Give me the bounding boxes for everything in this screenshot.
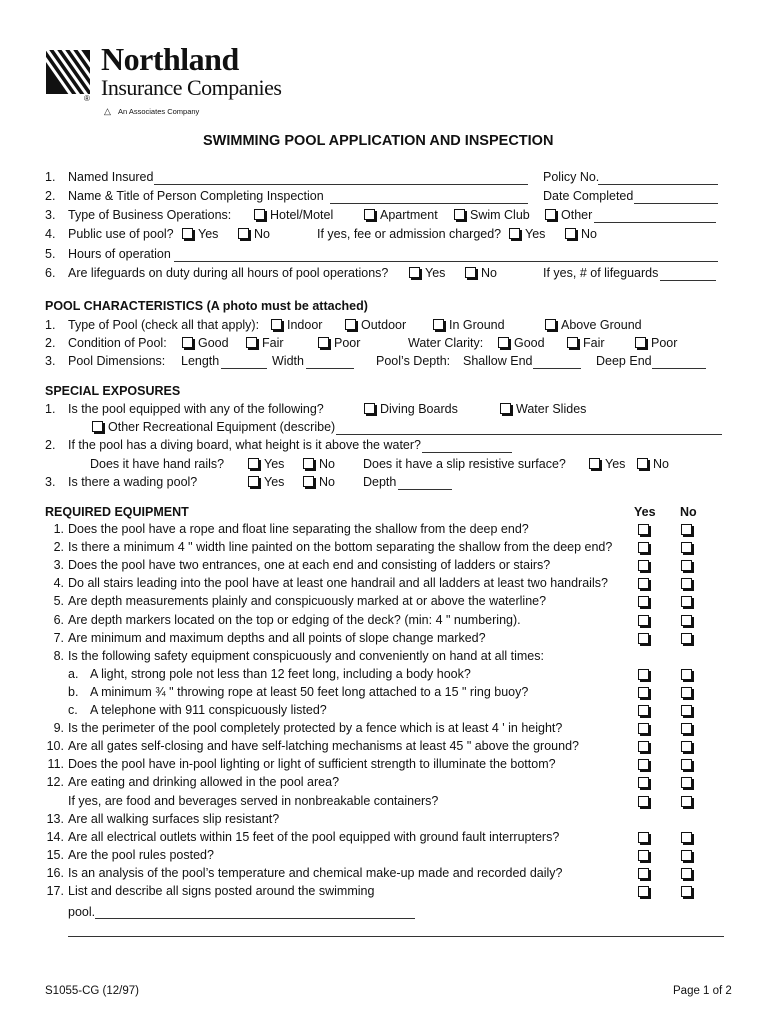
req-item-text: Is an analysis of the pool’s temperature and chemical make-up made and recorded daily? [68, 866, 563, 880]
dimensions-label: Pool Dimensions: [68, 354, 166, 368]
clarity-poor[interactable]: Poor [635, 336, 677, 350]
width-label: Width [272, 354, 304, 368]
q6-num: 6. [45, 266, 56, 280]
public-use-label: Public use of pool? [68, 227, 174, 241]
req-item-yes-checkbox[interactable] [638, 723, 649, 734]
lifeguard-count-field[interactable] [660, 280, 716, 281]
logo-subtitle: Insurance Companies [101, 75, 282, 100]
policy-no-field[interactable] [598, 184, 718, 185]
lifeguards-yes[interactable]: Yes [409, 266, 445, 280]
req-item-yes-checkbox[interactable] [638, 796, 649, 807]
req-item-num: 5. [53, 594, 64, 608]
lifeguards-label: Are lifeguards on duty during all hours of pool operations? [68, 266, 389, 280]
required-equipment-heading: REQUIRED EQUIPMENT [45, 505, 189, 519]
above-ground-checkbox[interactable]: Above Ground [545, 318, 642, 332]
page-title: SWIMMING POOL APPLICATION AND INSPECTION [203, 133, 554, 149]
width-field[interactable] [306, 368, 354, 369]
logo-name: Northland [101, 41, 239, 77]
date-completed-field[interactable] [634, 203, 718, 204]
req-item-num: 4. [53, 576, 64, 590]
slip-resistive-no[interactable]: No [637, 457, 669, 471]
deep-end-field[interactable] [652, 368, 706, 369]
page-number: Page 1 of 2 [673, 985, 732, 997]
req-item-yes-checkbox[interactable] [638, 868, 649, 879]
date-completed-label: Date Completed [543, 189, 634, 203]
wading-pool-no[interactable]: No [303, 475, 335, 489]
p2-num: 2. [45, 336, 56, 350]
outdoor-checkbox[interactable]: Outdoor [345, 318, 406, 332]
condition-poor[interactable]: Poor [318, 336, 360, 350]
req-item-num: 11. [47, 757, 64, 771]
wading-pool-yes[interactable]: Yes [248, 475, 284, 489]
wading-pool-label: Is there a wading pool? [68, 475, 198, 489]
req-item-no-checkbox[interactable] [681, 832, 692, 843]
req-item-text: Are minimum and maximum depths and all points of slope change marked? [68, 631, 486, 645]
req-item-text: Are all walking surfaces slip resistant? [68, 812, 280, 826]
p1-num: 1. [45, 318, 56, 332]
req-item-num: 13. [46, 812, 64, 826]
q2-num: 2. [45, 189, 56, 203]
other-checkbox[interactable]: Other [545, 208, 592, 222]
other-equipment-field[interactable] [336, 434, 722, 435]
hotel-motel-checkbox[interactable]: Hotel/Motel [254, 208, 333, 222]
req-item-num: 8. [53, 649, 64, 663]
req-item-yes-checkbox[interactable] [638, 524, 649, 535]
req-item-yes-checkbox[interactable] [638, 542, 649, 553]
req-item-no-checkbox[interactable] [681, 850, 692, 861]
associates-icon: △ [104, 106, 111, 116]
req-item-text: Does the pool have in-pool lighting or light of sufficient strength to illuminate the bottom? [68, 757, 556, 771]
policy-no-label: Policy No. [543, 170, 600, 184]
req-item-no-checkbox[interactable] [681, 596, 692, 607]
deep-end-label: Deep End [596, 354, 652, 368]
shallow-end-field[interactable] [533, 368, 581, 369]
slip-resistive-yes[interactable]: Yes [589, 457, 625, 471]
req-item-no-checkbox[interactable] [681, 633, 692, 644]
s1-num: 1. [45, 402, 56, 416]
req-item-num: 3. [53, 558, 64, 572]
named-insured-field[interactable] [154, 184, 528, 185]
req-item-yes-checkbox[interactable] [638, 850, 649, 861]
registered-mark: ® [84, 94, 90, 103]
pool-type-label: Type of Pool (check all that apply): [68, 318, 260, 332]
req-item-num: a. [68, 667, 79, 681]
req-item-no-checkbox[interactable] [681, 542, 692, 553]
req-item-no-checkbox[interactable] [681, 759, 692, 770]
business-ops-label: Type of Business Operations: [68, 208, 232, 222]
p3-num: 3. [45, 354, 56, 368]
req-item-no-checkbox[interactable] [681, 741, 692, 752]
clarity-fair[interactable]: Fair [567, 336, 605, 350]
apartment-checkbox[interactable]: Apartment [364, 208, 438, 222]
water-clarity-label: Water Clarity: [408, 336, 484, 350]
req-item-yes-checkbox[interactable] [638, 578, 649, 589]
hours-label: Hours of operation [68, 247, 171, 261]
req-item-no-checkbox[interactable] [681, 868, 692, 879]
req-item-yes-checkbox[interactable] [638, 687, 649, 698]
hand-rails-no[interactable]: No [303, 457, 335, 471]
req-item-no-checkbox[interactable] [681, 669, 692, 680]
req-item-num: 7. [53, 631, 64, 645]
signs-field[interactable] [95, 918, 415, 919]
req-item-num: 9. [53, 721, 64, 735]
req-item-text: Is there a minimum 4 " width line painted on the bottom separating the shallow from the deep end? [68, 540, 613, 554]
pool-characteristics-heading: POOL CHARACTERISTICS (A photo must be attached) [45, 299, 368, 313]
yes-column-header: Yes [634, 505, 656, 519]
req-item-text: Does the pool have a rope and float line separating the shallow from the deep end? [68, 522, 529, 536]
req-item-text: Are depth measurements plainly and conspicuously marked at or above the waterline? [68, 594, 547, 608]
hours-field[interactable] [174, 261, 718, 262]
other-equipment-checkbox[interactable]: Other Recreational Equipment (describe) [92, 420, 335, 434]
req-item-no-checkbox[interactable] [681, 560, 692, 571]
logo-tagline: An Associates Company [118, 107, 200, 116]
in-ground-checkbox[interactable]: In Ground [433, 318, 505, 332]
req-item-yes-checkbox[interactable] [638, 741, 649, 752]
req-item-num: 1. [53, 522, 64, 536]
req-item-num: 16. [46, 866, 64, 880]
condition-label: Condition of Pool: [68, 336, 167, 350]
req-item-yes-checkbox[interactable] [638, 615, 649, 626]
req-item-num: 14. [46, 830, 64, 844]
req-item-yes-checkbox[interactable] [638, 705, 649, 716]
signs-field-2[interactable] [68, 936, 724, 937]
length-label: Length [181, 354, 220, 368]
req-item-text: Are the pool rules posted? [68, 848, 214, 862]
req-item-no-checkbox[interactable] [681, 578, 692, 589]
req-item-yes-checkbox[interactable] [638, 832, 649, 843]
q1-num: 1. [45, 170, 56, 184]
public-use-no[interactable]: No [238, 227, 270, 241]
special-exposures-heading: SPECIAL EXPOSURES [45, 384, 181, 398]
diving-boards-checkbox[interactable]: Diving Boards [364, 402, 458, 416]
fee-label: If yes, fee or admission charged? [317, 227, 502, 241]
swim-club-checkbox[interactable]: Swim Club [454, 208, 530, 222]
s2-num: 2. [45, 438, 56, 452]
req-item-no-checkbox[interactable] [681, 705, 692, 716]
req-item-num: c. [68, 703, 78, 717]
req-item-text: Are all electrical outlets within 15 feet of the pool equipped with ground fault interrupters? [68, 830, 560, 844]
req-item-no-checkbox[interactable] [681, 687, 692, 698]
diving-height-field[interactable] [422, 452, 512, 453]
req-item-text: Are eating and drinking allowed in the pool area? [68, 775, 340, 789]
indoor-checkbox[interactable]: Indoor [271, 318, 322, 332]
wading-depth-label: Depth [363, 475, 397, 489]
req-item-no-checkbox[interactable] [681, 524, 692, 535]
condition-fair[interactable]: Fair [246, 336, 284, 350]
water-slides-checkbox[interactable]: Water Slides [500, 402, 586, 416]
req-item-yes-checkbox[interactable] [638, 759, 649, 770]
fee-yes[interactable]: Yes [509, 227, 545, 241]
hand-rails-yes[interactable]: Yes [248, 457, 284, 471]
wading-depth-field[interactable] [398, 489, 452, 490]
condition-good[interactable]: Good [182, 336, 229, 350]
req-item-text: Is the following safety equipment conspicuously and conveniently on hand at all times: [68, 649, 544, 663]
req-item-yes-checkbox[interactable] [638, 886, 649, 897]
no-column-header: No [680, 505, 697, 519]
req-item-text: A minimum ¾ " throwing rope at least 50 feet long attached to a 15 " ring buoy? [90, 685, 529, 699]
req-item-yes-checkbox[interactable] [638, 669, 649, 680]
req-item-yes-checkbox[interactable] [638, 633, 649, 644]
req-item-no-checkbox[interactable] [681, 723, 692, 734]
form-id: S1055-CG (12/97) [45, 985, 139, 997]
req-item-yes-checkbox[interactable] [638, 560, 649, 571]
other-field[interactable] [594, 222, 716, 223]
req-item-num: 10. [46, 739, 64, 753]
s3-num: 3. [45, 475, 56, 489]
req-item-no-checkbox[interactable] [681, 796, 692, 807]
inspector-label: Name & Title of Person Completing Inspection [68, 189, 324, 203]
req-item-num: 6. [53, 613, 64, 627]
hand-rails-label: Does it have hand rails? [90, 457, 225, 471]
req-item-text: A telephone with 911 conspicuously listed? [90, 703, 327, 717]
req-item-num: 15. [46, 848, 64, 862]
length-field[interactable] [221, 368, 267, 369]
northland-logo-mark [46, 50, 90, 94]
req-item-text: A light, strong pole not less than 12 feet long, including a body hook? [90, 667, 471, 681]
req-item-text: Are depth markers located on the top or edging of the deck? (min: 4 " numbering). [68, 613, 521, 627]
lifeguard-count-label: If yes, # of lifeguards [543, 266, 659, 280]
req-item-text: List and describe all signs posted around the swimming [68, 884, 375, 898]
public-use-yes[interactable]: Yes [182, 227, 218, 241]
equipped-label: Is the pool equipped with any of the following? [68, 402, 324, 416]
req-item-num: 2. [53, 540, 64, 554]
req-item-text: Do all stairs leading into the pool have at least one handrail and all ladders at least two handrails? [68, 576, 608, 590]
q5-num: 5. [45, 247, 56, 261]
depth-label: Pool’s Depth: [376, 354, 451, 368]
slip-resistive-label: Does it have a slip resistive surface? [363, 457, 566, 471]
diving-height-label: If the pool has a diving board, what height is it above the water? [68, 438, 422, 452]
lifeguards-no[interactable]: No [465, 266, 497, 280]
req-item-num: 17. [46, 884, 64, 898]
inspector-field[interactable] [330, 203, 528, 204]
shallow-end-label: Shallow End [463, 354, 533, 368]
q4-num: 4. [45, 227, 56, 241]
req-item-num: 12. [46, 775, 64, 789]
req-item-yes-checkbox[interactable] [638, 596, 649, 607]
req-item-text: If yes, are food and beverages served in nonbreakable containers? [68, 794, 439, 808]
clarity-good[interactable]: Good [498, 336, 545, 350]
q3-num: 3. [45, 208, 56, 222]
req-item-no-checkbox[interactable] [681, 615, 692, 626]
req-item-text: Is the perimeter of the pool completely protected by a fence which is at least 4 ' in height? [68, 721, 563, 735]
req-item-no-checkbox[interactable] [681, 777, 692, 788]
named-insured-label: Named Insured [68, 170, 154, 184]
pool-word: pool. [68, 905, 96, 919]
req-item-no-checkbox[interactable] [681, 886, 692, 897]
req-item-num: b. [68, 685, 79, 699]
req-item-yes-checkbox[interactable] [638, 777, 649, 788]
req-item-text: Are all gates self-closing and have self-latching mechanisms at least 45 " above the ground? [68, 739, 579, 753]
fee-no[interactable]: No [565, 227, 597, 241]
req-item-text: Does the pool have two entrances, one at each end and consisting of ladders or stairs? [68, 558, 551, 572]
